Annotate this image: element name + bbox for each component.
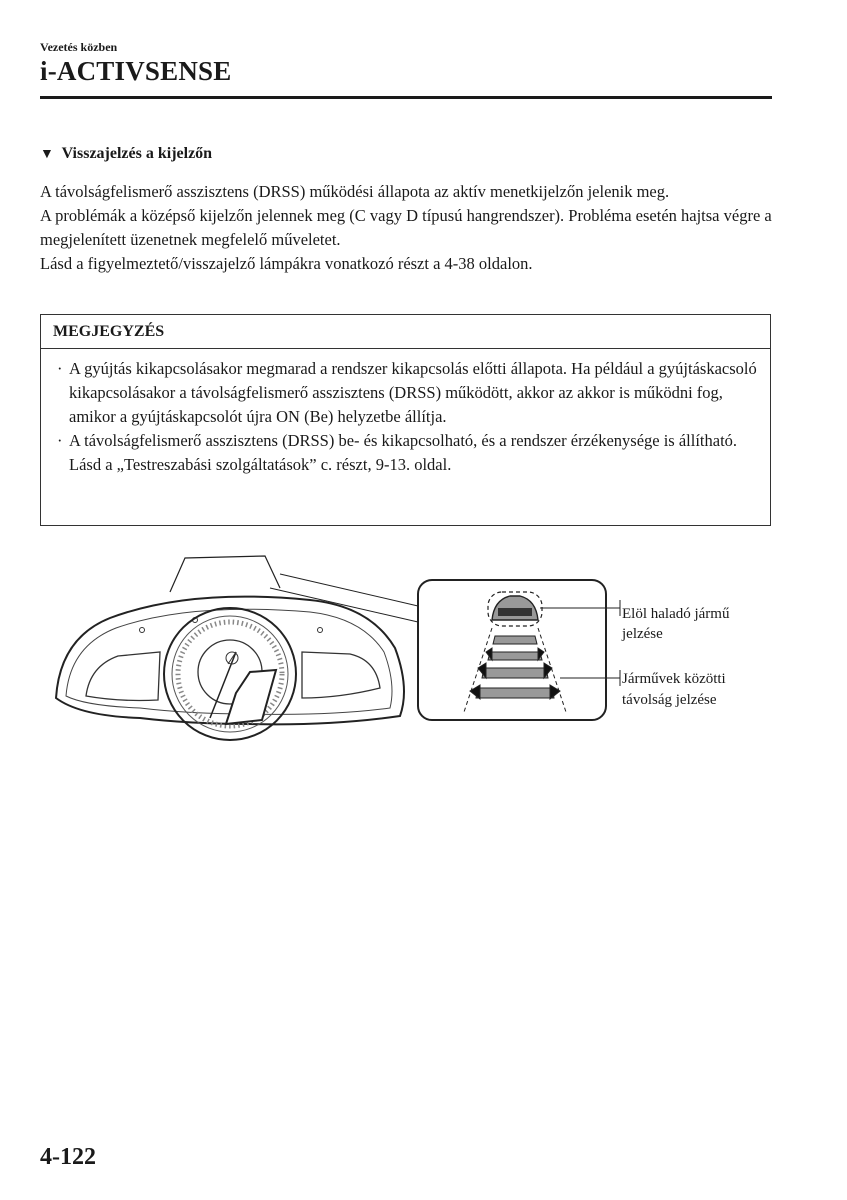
title-divider <box>40 96 772 99</box>
subsection-heading <box>40 145 212 163</box>
callout-label: jelzése <box>622 626 663 642</box>
note-body <box>41 349 770 477</box>
paragraph: Lásd a figyelmeztető/visszajelző lámpákra vonatkozó részt a 4-38 oldalon. <box>40 254 533 273</box>
callout-label: Elöl haladó jármű <box>622 606 730 622</box>
distance-bar <box>476 688 554 698</box>
zoom-leader-line <box>280 574 418 606</box>
right-gauge-window <box>302 652 380 698</box>
note-item <box>57 429 758 477</box>
bullet: · <box>57 431 63 450</box>
instrument-cluster-figure <box>40 548 780 748</box>
body-text <box>40 180 780 276</box>
distance-bar <box>488 652 542 660</box>
note-item <box>57 357 758 429</box>
zoom-leader-line <box>270 588 418 622</box>
triangle-down-icon: ▼ <box>40 147 54 162</box>
page-number: 4-122 <box>40 1144 96 1170</box>
left-gauge-window <box>86 652 160 701</box>
paragraph: A távolságfelismerő asszisztens (DRSS) működési állapota az aktív menetkijelzőn jelenik meg. <box>40 182 670 201</box>
bullet: · <box>57 359 63 378</box>
active-driving-display-hood <box>170 556 280 592</box>
note-item-continuation: Lásd a „Testreszabási szolgáltatások” c. részt, 9-13. oldal. <box>69 455 452 474</box>
note-title: MEGJEGYZÉS <box>41 315 770 349</box>
note-item-text: A távolságfelismerő asszisztens (DRSS) be- és kikapcsolható, és a rendszer érzékenysége is állítható. <box>69 431 738 450</box>
callout-label: távolság jelzése <box>622 692 717 708</box>
note-item-text: A gyújtás kikapcsolásakor megmarad a rendszer kikapcsolás előtti állapota. Ha például a gyújtáskacsoló kikapcsolásakor a távolságfelismerő asszisztens (DRSS) működött, akkor az akkor is működni fog, amikor a gyújtáskapcsolót újra ON (Be) helyzetbe állítja. <box>69 359 757 426</box>
distance-bar <box>482 668 548 678</box>
distance-bar <box>493 636 537 644</box>
speedometer-display <box>226 670 276 724</box>
subsection-title: Visszajelzés a kijelzőn <box>61 145 213 162</box>
paragraph: A problémák a középső kijelzőn jelennek meg (C vagy D típusú hangrendszer). Probléma esetén hajtsa végre a megjelenített üzenetnek megfelelő műveletet. <box>40 206 772 249</box>
note-box <box>40 314 771 526</box>
callout-label: Járművek közötti <box>622 671 726 687</box>
page-title: i-ACTIVSENSE <box>40 56 232 86</box>
section-label: Vezetés közben <box>40 40 118 54</box>
